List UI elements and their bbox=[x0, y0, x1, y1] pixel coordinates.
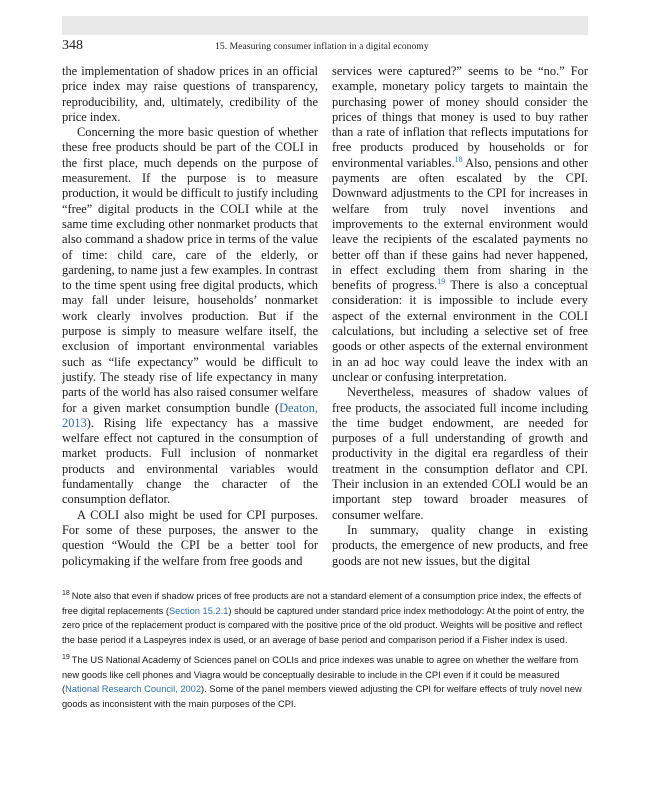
footnote-text: ). Some of the panel members viewed adjusting the CPI for welfare effects of truly novel new goods as inconsistent with the main purposes of the CPI. bbox=[62, 684, 582, 709]
footnote-ref-19[interactable]: 19 bbox=[437, 277, 446, 287]
footnote-text: ) should be captured under standard price index methodology: At the point of entry, the zero price of the replacement product is compared with the positive price of the old product. Weights will be positive and reflect the base period if a Laspeyres index is used, or an average of base period and comparison period if a Fisher index is used. bbox=[62, 605, 585, 645]
right-column bbox=[332, 64, 588, 569]
header-bar bbox=[62, 16, 588, 35]
footnotes bbox=[62, 589, 588, 717]
paragraph bbox=[332, 64, 588, 385]
footnote-19 bbox=[62, 653, 588, 711]
footnote-text: Note also that even if shadow prices of free products are not a standard element of a consumption price index, the effects of free digital replacements ( bbox=[62, 591, 582, 616]
left-column bbox=[62, 64, 318, 569]
paragraph-text: Also, pensions and other payments are often escalated by the CPI. Downward adjustments to the CPI for increases in welfare from truly novel inventions and improvements to the external environment would leave the recipients of the escalated payments no better off than if these gains had never happened, in effect excluding them from sharing in the benefits of progress. bbox=[332, 155, 588, 293]
footnote-number: 18 bbox=[62, 589, 70, 597]
running-header bbox=[62, 38, 588, 54]
paragraph-text: ). Rising life expectancy has a massive welfare effect not captured in the consumption of market products. Full inclusion of nonmarket products and environmental variables would fundamentally change the character of the consumption deflator. bbox=[62, 415, 318, 507]
paragraph-text: There is also a conceptual consideration: it is impossible to include every aspect of the external environment in the COLI calculations, but including a selective set of free goods or other aspects of the external environment in an ad hoc way could leave the index with an unclear or confusing interpretation. bbox=[332, 278, 588, 384]
paragraph: Nevertheless, measures of shadow values of free products, the associated full income including the time budget endowment, are needed for purposes of a full understanding of growth and productivity in the digital era regardless of their treatment in the consumption deflator and CPI. Their inclusion in an extended COLI would be an important step toward broader measures of consumer welfare. bbox=[332, 385, 588, 522]
citation-link-deaton[interactable]: Deaton, 2013 bbox=[62, 400, 318, 430]
paragraph bbox=[62, 125, 318, 507]
footnote-number: 19 bbox=[62, 653, 70, 661]
paragraph-text: services were captured?” seems to be “no.” For example, monetary policy targets to maintain the purchasing power of money should consider the prices of things that money is used to buy rather than a rate of inflation that reflects imputations for free products produced by households or for environmental variables. bbox=[332, 64, 588, 170]
footnote-ref-18[interactable]: 18 bbox=[454, 154, 463, 164]
paragraph: In summary, quality change in existing products, the emergence of new products, and free goods are not new issues, but the digital bbox=[332, 522, 588, 568]
paragraph: the implementation of shadow prices in an official price index may raise questions of transparency, reproducibility, and, ultimately, credibility of the price index. bbox=[62, 64, 318, 124]
running-title: 15. Measuring consumer inflation in a digital economy bbox=[215, 41, 429, 52]
footnote-18 bbox=[62, 589, 588, 647]
page-number: 348 bbox=[62, 38, 83, 53]
paragraph: A COLI also might be used for CPI purposes. For some of these purposes, the answer to the question “Would the CPI be a better tool for policymaking if the welfare from free goods and bbox=[62, 507, 318, 568]
paragraph-text: Concerning the more basic question of whether these free products should be part of the COLI in the first place, much depends on the purpose of measurement. If the purpose is to measure production, it would be difficult to justify including “free” digital products in the COLI while at the same time excluding other nonmarket products that also command a shadow price in terms of the value of time: child care, care of the elderly, or gardening, to name just a few examples. In contrast to the time spent using free digital products, which may fall under leisure, households’ nonmarket work clearly involves production. But if the purpose is simply to measure welfare itself, the exclusion of important environmental variables such as “life expectancy” would be difficult to justify. The steady rise of life expectancy in many parts of the world has also raised consumer welfare for a given market consumption bundle ( bbox=[62, 125, 318, 415]
section-link[interactable]: Section 15.2.1 bbox=[168, 605, 229, 616]
citation-link-nrc[interactable]: National Research Council, 2002 bbox=[65, 684, 202, 694]
footnote-text: The US National Academy of Sciences panel on COLIs and price indexes was unable to agree on whether the welfare from new goods like cell phones and Viagra would be conceptually desirable to include in the CPI even if it could be measured ( bbox=[62, 655, 579, 694]
